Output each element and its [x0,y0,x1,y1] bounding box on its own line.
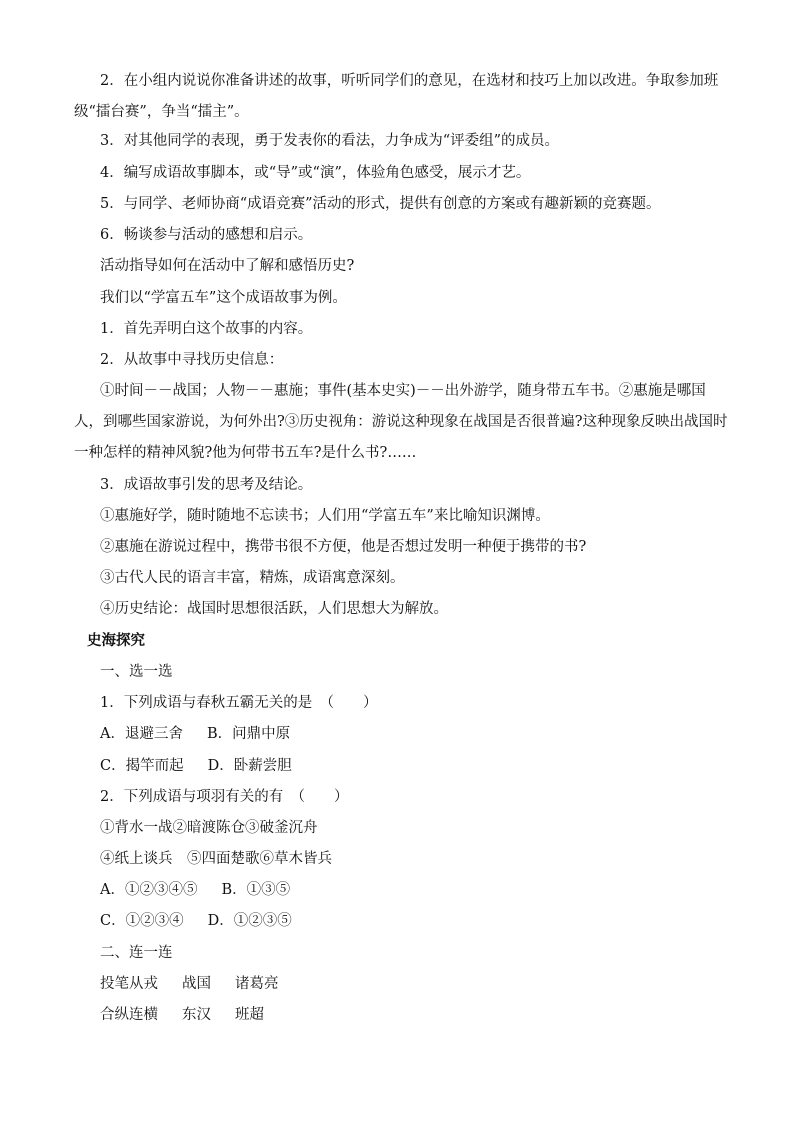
history-info-paragraph: ①时间－－战国；人物－－惠施；事件(基本史实)－－出外游学，随身带五车书。②惠施是哪国人，到哪些国家游说，为何外出?③历史视角：游说这种现象在战国是否很普遍?这种现象反映出战国时一种怎样的精神风貌?他为何带书五车?是什么书?…… [74,383,728,461]
match-item: 东汉 [182,1007,211,1023]
q1-option-c: C．揭竿而起 [100,758,184,774]
q2-option-c: C．①②③④ [100,913,184,929]
q2-items-row-1: ①背水一战②暗渡陈仓③破釜沉舟 [100,820,318,836]
q2-option-a: A．①②③④⑤ [100,882,198,898]
q2-options-row-1 [100,880,720,900]
match-item: 战国 [182,976,211,992]
paragraph-item-3: 3．对其他同学的表现，勇于发表你的看法，力争成为“评委组”的成员。 [100,133,560,149]
paragraph-item-6: 6．畅谈参与活动的感想和启示。 [100,227,313,243]
step-3: 3．成语故事引发的思考及结论。 [100,477,313,493]
paragraph-item-5: 5．与同学、老师协商“成语竞赛”活动的形式，提供有创意的方案或有趣新颖的竞赛题。 [100,196,661,212]
paragraph-item-4: 4．编写成语故事脚本，或“导”或“演”，体验角色感受，展示才艺。 [100,165,531,181]
match-row-1 [100,974,720,994]
q1-option-d: D．卧薪尝胆 [207,758,292,774]
conclusion-2: ②惠施在游说过程中，携带书很不方便，他是否想过发明一种便于携带的书? [100,539,587,555]
section-title: 史海探究 [87,633,145,649]
q2-items-row-2: ④纸上谈兵 ⑤四面楚歌⑥草木皆兵 [100,851,332,867]
conclusion-3: ③古代人民的语言丰富，精炼，成语寓意深刻。 [100,570,405,586]
conclusion-1: ①惠施好学，随时随地不忘读书；人们用“学富五车”来比喻知识渊博。 [100,508,550,524]
step-1: 1．首先弄明白这个故事的内容。 [100,321,313,337]
match-item: 投笔从戎 [100,976,158,992]
q1-option-a: A．退避三舍 [100,726,183,742]
subsection-match: 二、连一连 [100,945,173,961]
match-item: 合纵连横 [100,1007,158,1023]
example-intro: 我们以“学富五车”这个成语故事为例。 [100,290,347,306]
match-item: 班超 [235,1007,264,1023]
question-2: 2．下列成语与项羽有关的有 （ ） [100,789,349,805]
conclusion-4: ④历史结论：战国时思想很活跃，人们思想大为解放。 [100,601,448,617]
subsection-choose: 一、选一选 [100,664,173,680]
q1-options-row-2 [100,756,720,776]
paragraph-item-2: 2．在小组内说说你准备讲述的故事，听听同学们的意见，在选材和技巧上加以改进。争取参加班级“擂台赛”，争当“擂主”。 [74,73,719,120]
question-1: 1．下列成语与春秋五霸无关的是 （ ） [100,695,378,711]
q2-option-d: D．①②③⑤ [207,913,292,929]
match-item: 诸葛亮 [235,976,279,992]
q2-option-b: B．①③⑤ [221,882,291,898]
step-2: 2．从故事中寻找历史信息： [100,352,284,368]
q1-options-row-1 [100,724,720,744]
q1-option-b: B．问鼎中原 [206,726,291,742]
q2-options-row-2 [100,911,720,931]
match-row-2 [100,1005,720,1025]
activity-guide-heading: 活动指导如何在活动中了解和感悟历史? [100,258,355,274]
